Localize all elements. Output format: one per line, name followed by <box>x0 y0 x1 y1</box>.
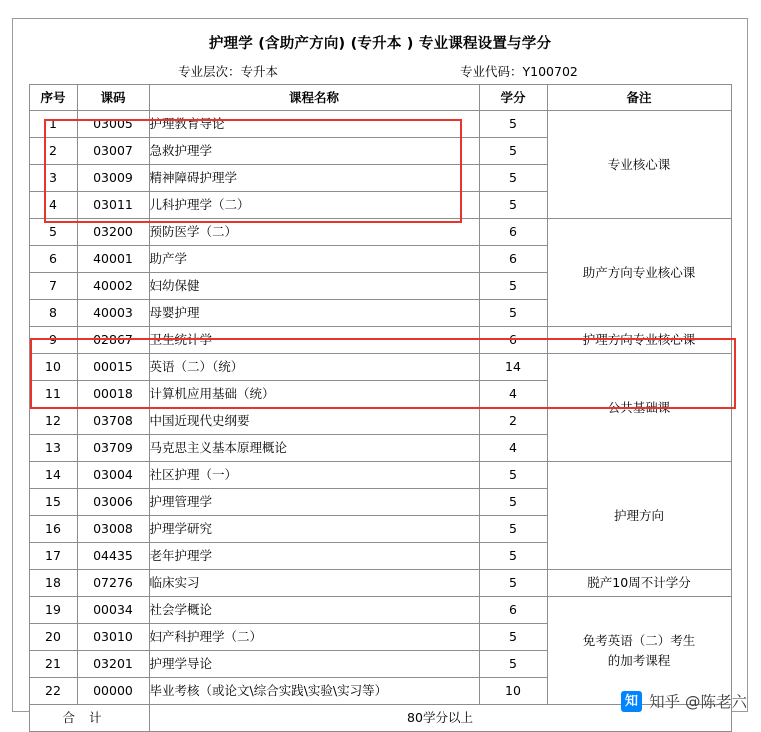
cell-code: 00034 <box>77 597 149 624</box>
cell-credit: 5 <box>479 516 547 543</box>
cell-no: 17 <box>29 543 77 570</box>
cell-no: 8 <box>29 300 77 327</box>
cell-no: 9 <box>29 327 77 354</box>
cell-credit: 5 <box>479 273 547 300</box>
cell-note: 助产方向专业核心课 <box>547 219 731 327</box>
cell-name: 毕业考核（或论文\综合实践\实验\实习等） <box>149 678 479 705</box>
table-row <box>29 354 731 381</box>
watermark <box>621 690 747 712</box>
cell-code: 03011 <box>77 192 149 219</box>
cell-code: 00000 <box>77 678 149 705</box>
page-title: 护理学 (含助产方向) (专升本 ) 专业课程设置与学分 <box>208 36 552 52</box>
cell-code: 03708 <box>77 408 149 435</box>
cell-code: 07276 <box>77 570 149 597</box>
cell-no: 11 <box>29 381 77 408</box>
table-row <box>29 219 731 246</box>
cell-name: 妇产科护理学（二） <box>149 624 479 651</box>
cell-name: 中国近现代史纲要 <box>149 408 479 435</box>
cell-code: 40002 <box>77 273 149 300</box>
cell-code: 03007 <box>77 138 149 165</box>
cell-credit: 5 <box>479 543 547 570</box>
cell-no: 14 <box>29 462 77 489</box>
cell-code: 03201 <box>77 651 149 678</box>
cell-name: 社会学概论 <box>149 597 479 624</box>
cell-code: 03009 <box>77 165 149 192</box>
table-row <box>29 570 731 597</box>
watermark-text: 知乎 @陈老六 <box>649 693 747 711</box>
cell-credit: 5 <box>479 624 547 651</box>
cell-credit: 2 <box>479 408 547 435</box>
cell-name: 母婴护理 <box>149 300 479 327</box>
header-name: 课程名称 <box>149 85 479 111</box>
cell-note: 护理方向专业核心课 <box>547 327 731 354</box>
cell-name: 预防医学（二） <box>149 219 479 246</box>
cell-credit: 6 <box>479 246 547 273</box>
cell-no: 16 <box>29 516 77 543</box>
cell-note: 公共基础课 <box>547 354 731 462</box>
cell-credit: 5 <box>479 300 547 327</box>
header-code: 课码 <box>77 85 149 111</box>
cell-credit: 5 <box>479 570 547 597</box>
header-note: 备注 <box>547 85 731 111</box>
cell-credit: 5 <box>479 462 547 489</box>
cell-credit: 5 <box>479 138 547 165</box>
cell-no: 19 <box>29 597 77 624</box>
cell-name: 老年护理学 <box>149 543 479 570</box>
cell-name: 儿科护理学（二） <box>149 192 479 219</box>
cell-credit: 6 <box>479 597 547 624</box>
cell-credit: 5 <box>479 111 547 138</box>
cell-note: 专业核心课 <box>547 111 731 219</box>
cell-credit: 14 <box>479 354 547 381</box>
subtitle-row <box>13 62 747 84</box>
cell-name: 临床实习 <box>149 570 479 597</box>
cell-no: 12 <box>29 408 77 435</box>
cell-code: 03005 <box>77 111 149 138</box>
cell-credit: 4 <box>479 435 547 462</box>
cell-no: 21 <box>29 651 77 678</box>
cell-code: 40003 <box>77 300 149 327</box>
cell-no: 1 <box>29 111 77 138</box>
cell-note: 免考英语（二）考生 的加考课程 <box>547 597 731 705</box>
cell-credit: 5 <box>479 651 547 678</box>
header-credit: 学分 <box>479 85 547 111</box>
cell-name: 卫生统计学 <box>149 327 479 354</box>
total-label: 合计 <box>29 705 149 732</box>
cell-code: 40001 <box>77 246 149 273</box>
table-header-row <box>29 85 731 111</box>
cell-code: 03006 <box>77 489 149 516</box>
cell-code: 02867 <box>77 327 149 354</box>
cell-no: 22 <box>29 678 77 705</box>
cell-no: 10 <box>29 354 77 381</box>
table-row <box>29 462 731 489</box>
cell-no: 4 <box>29 192 77 219</box>
cell-name: 社区护理（一） <box>149 462 479 489</box>
program-code: 专业代码：Y100702 <box>460 64 578 79</box>
cell-no: 6 <box>29 246 77 273</box>
cell-name: 助产学 <box>149 246 479 273</box>
cell-credit: 6 <box>479 219 547 246</box>
cell-note: 脱产10周不计学分 <box>547 570 731 597</box>
cell-name: 护理管理学 <box>149 489 479 516</box>
cell-code: 03010 <box>77 624 149 651</box>
cell-code: 04435 <box>77 543 149 570</box>
cell-code: 03004 <box>77 462 149 489</box>
cell-credit: 4 <box>479 381 547 408</box>
cell-name: 计算机应用基础（统） <box>149 381 479 408</box>
cell-credit: 5 <box>479 489 547 516</box>
cell-code: 03008 <box>77 516 149 543</box>
cell-code: 03200 <box>77 219 149 246</box>
cell-no: 18 <box>29 570 77 597</box>
cell-no: 13 <box>29 435 77 462</box>
cell-code: 03709 <box>77 435 149 462</box>
cell-no: 15 <box>29 489 77 516</box>
table-row <box>29 111 731 138</box>
total-value: 80学分以上 <box>149 705 731 732</box>
table-row <box>29 327 731 354</box>
cell-name: 英语（二）（统） <box>149 354 479 381</box>
cell-code: 00018 <box>77 381 149 408</box>
cell-name: 护理教育导论 <box>149 111 479 138</box>
cell-name: 护理学研究 <box>149 516 479 543</box>
document-frame <box>12 18 748 725</box>
cell-code: 00015 <box>77 354 149 381</box>
cell-name: 急救护理学 <box>149 138 479 165</box>
cell-credit: 5 <box>479 165 547 192</box>
cell-no: 20 <box>29 624 77 651</box>
cell-credit: 10 <box>479 678 547 705</box>
course-table <box>29 84 732 732</box>
header-no: 序号 <box>29 85 77 111</box>
cell-no: 7 <box>29 273 77 300</box>
cell-no: 3 <box>29 165 77 192</box>
cell-name: 精神障碍护理学 <box>149 165 479 192</box>
cell-credit: 6 <box>479 327 547 354</box>
zhihu-logo-icon: 知 <box>621 691 642 712</box>
table-row <box>29 597 731 624</box>
cell-credit: 5 <box>479 192 547 219</box>
cell-no: 2 <box>29 138 77 165</box>
program-level: 专业层次：专升本 <box>178 64 279 79</box>
cell-name: 妇幼保健 <box>149 273 479 300</box>
cell-name: 护理学导论 <box>149 651 479 678</box>
cell-name: 马克思主义基本原理概论 <box>149 435 479 462</box>
cell-no: 5 <box>29 219 77 246</box>
cell-note: 护理方向 <box>547 462 731 570</box>
